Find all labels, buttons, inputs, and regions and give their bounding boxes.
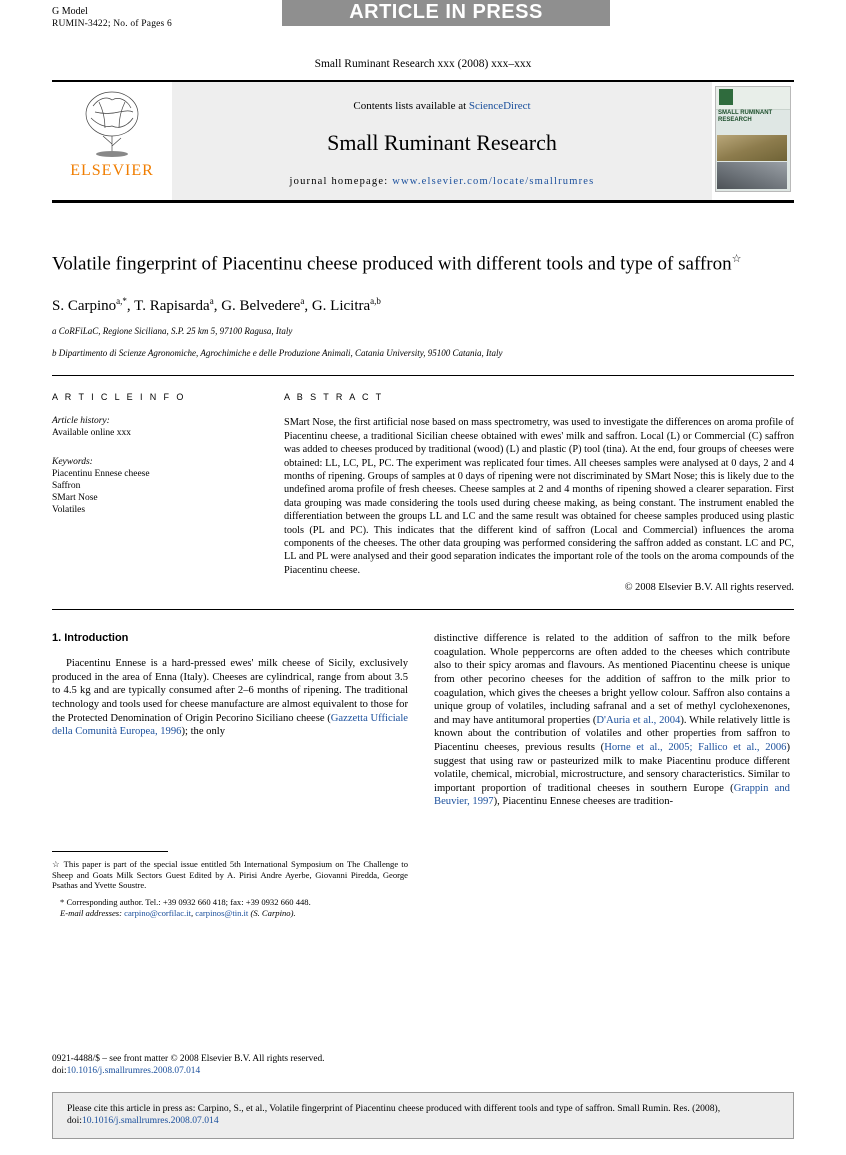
affiliation-a-text: a CoRFiLaC, Regione Siciliana, S.P. 25 km 5, 97100 Ragusa, Italy — [52, 326, 293, 337]
intro-text-b: ); the only — [181, 726, 225, 738]
keyword-item: Saffron — [52, 481, 81, 492]
footnote-special-issue: ☆ This paper is part of the special issue entitled 5th International Symposium on The Challenge to Sheep and Goats Milk Sectors Guest Edited by A. Pirisi Andre Ayerbe, Giovanni Piredda, George Psathas and Yvette Soustre. — [52, 858, 408, 891]
article-history-label: Article history: — [52, 416, 110, 427]
page-title — [52, 247, 794, 276]
journal-homepage-line — [290, 176, 595, 187]
keyword-item: SMart Nose — [52, 493, 98, 504]
citation-notice-text: Please cite this article in press as: Carpino, S., et al., Volatile fingerprint of Piacentinu cheese produced with different tools and type of saffron. Small Rumin. Res. (2008), doi: — [67, 1102, 721, 1127]
intro-paragraph-right — [434, 632, 790, 809]
contents-available-line — [353, 100, 530, 112]
article-info-column — [52, 392, 284, 593]
journal-homepage-link[interactable]: www.elsevier.com/locate/smallrumres — [392, 175, 595, 187]
right-text-a: distinctive difference is related to the addition of saffron to the milk before coagulation. Whole peppercorns are often added to the cheeses which contribute also to their spicy aromas and flavours. As mentioned Piacentinu cheese is unique from other pecorino cheeses for the addition of saffron to the milk prior to coagulation, which gives the cheeses a bright yellow colour. Saffron also contains a unique group of volatiles, including safranal and a set of methyl cyclohexenones, and may have antitumoral properties ( — [434, 633, 790, 726]
journal-title: Small Ruminant Research — [327, 129, 557, 155]
citation-link[interactable]: Gazzetta Ufficiale della Comunità Europea, 1996 — [52, 712, 408, 738]
email-suffix: (S. Carpino). — [248, 907, 296, 918]
body-columns — [52, 632, 794, 919]
issn-copyright-block — [52, 1053, 552, 1077]
abstract-copyright: © 2008 Elsevier B.V. All rights reserved. — [624, 582, 794, 594]
email-link-1[interactable]: carpino@corfilac.it — [124, 907, 191, 918]
citation-link[interactable]: Grappin and Beuvier, 1997 — [434, 782, 790, 808]
abstract-text: SMart Nose, the first artificial nose based on mass spectrometry, was used to investigate the differences on aroma profile of Piacentinu cheese, a traditional Sicilian cheese obtained with ewes' milk and saffron. Local (L) or Commercial (C) saffron was added to cheeses produced by traditional (wood) (L) and plastic (P) tool (tina). At the end, four groups of cheeses were obtained: LL, LC, PL, PC. The experiment was replicated four times. All cheeses samples were analysed at 0 days, 2 and 4 months of ripening. Groups of samples at 0 days of ripening were not discriminated by SMart Nose; this is likely due to the undefined aroma profile of fresh cheeses. Cheese samples at 2 and 4 months of ripening showed a clearer separation. First data grouping was made considering the tools used during cheese making, as being constant. The instrument enabled the differentiation between the groups LL and LC and the same result was obtained for cheese samples produced using plastic tools (PL and PC). This indicates that the different kind of saffron (Local and Commercial) influences the aroma components of the cheeses. The other data grouping was performed considering the saffron added as constant. LC and PC, LL and PL were analysed and their good separation indicates the important role of the tools on the aroma compounds of the Piacentinu cheese. — [284, 417, 794, 576]
email-label: E-mail addresses: — [60, 907, 125, 918]
cover-photo-bottom — [717, 162, 787, 189]
keyword-item: Piacentinu Ennese cheese — [52, 469, 150, 480]
article-title-text: Volatile fingerprint of Piacentinu cheese produced with different tools and type of saffron — [52, 253, 732, 275]
homepage-prefix: journal homepage: — [289, 175, 393, 187]
cover-photo-top — [717, 135, 787, 161]
right-text-d: ), Piacentinu Ennese cheeses are tradition- — [493, 796, 674, 808]
issn-text: 0921-4488/$ – see front matter © 2008 Elsevier B.V. All rights reserved. — [52, 1054, 325, 1064]
intro-paragraph-left — [52, 657, 408, 739]
citation-link[interactable]: Horne et al., 2005; Fallico et al., 2006 — [604, 741, 787, 753]
keyword-item: Volatiles — [52, 505, 86, 516]
affiliation-b — [52, 347, 794, 359]
cover-image — [715, 86, 791, 192]
page-header — [52, 0, 794, 44]
intro-text-a: Piacentinu Ennese is a hard-pressed ewes' milk cheese of Sicily, exclusively produced in the area of Enna (Italy). Cheeses are cylindrical, range from about 3.5 to 4.5 kg and are typically consumed after 2–6 months of ripening. The traditional technology and tools used for cheese manufacture are almost equivalent to those for the Protected Denomination of Origin Pecorino Siciliano cheese ( — [52, 658, 408, 724]
contents-prefix: Contents lists available at — [353, 99, 469, 112]
elsevier-wordmark: ELSEVIER — [70, 162, 154, 179]
body-column-right — [434, 632, 790, 919]
article-in-press-text: ARTICLE IN PRESS — [349, 1, 543, 23]
affiliation-a — [52, 325, 794, 337]
doi-line — [52, 1065, 552, 1077]
divider-above-abstract — [52, 375, 794, 376]
info-abstract-block — [52, 392, 794, 593]
doi-link[interactable]: 10.1016/j.smallrumres.2008.07.014 — [66, 1066, 201, 1076]
journal-cover-thumbnail — [712, 82, 794, 200]
journal-reference: Small Ruminant Research xxx (2008) xxx–xxx — [314, 58, 532, 70]
email-link-2[interactable]: carpinos@tin.it — [195, 907, 249, 918]
cover-title-text: SMALL RUMINANT RESEARCH — [718, 110, 773, 123]
affiliation-b-text: b Dipartimento di Scienze Agronomiche, Agrochimiche e delle Produzione Animali, Catania University, 95100 Catania, Italy — [52, 348, 503, 359]
section-title-introduction: 1. Introduction — [52, 632, 129, 645]
right-text-b: ). While relatively little is known about the contribution of volatiles and other properties from saffron to Piacentinu cheeses, previous results ( — [434, 714, 790, 753]
footnote-divider — [52, 851, 168, 852]
citation-link[interactable]: D'Auria et al., 2004 — [596, 714, 681, 726]
publisher-logo — [52, 82, 172, 200]
author-list: S. Carpino$^{a,*}$, T. Rapisarda$^a$, G. Belvedere$^a$, G. Licitra$^{a,b}$ — [52, 296, 381, 315]
footnote-email: E-mail addresses: carpino@corfilac.it, carpinos@tin.it (S. Carpino). — [60, 907, 296, 918]
elsevier-tree-icon — [81, 88, 143, 160]
doi-label: doi: — [52, 1066, 67, 1076]
right-text-c: ) suggest that using raw or pasteurized milk to make Piacentinu produce different volatile, chemical, microbial, microstructure, and sensory characteristics. Similar to important proportion of traditional cheeses in southern Europe ( — [434, 741, 790, 794]
footnote-corresponding-author: * Corresponding author. Tel.: +39 0932 660 418; fax: +39 0932 660 448. — [60, 897, 311, 908]
article-id-label: RUMIN-3422; No. of Pages 6 — [52, 19, 172, 29]
divider-below-abstract — [52, 609, 794, 610]
keywords-block — [52, 457, 260, 516]
g-model-label: G Model — [52, 6, 88, 17]
citation-notice-doi-link[interactable]: 10.1016/j.smallrumres.2008.07.014 — [81, 1115, 219, 1127]
citation-notice-box — [52, 1092, 794, 1139]
keywords-label: Keywords: — [52, 457, 93, 468]
sciencedirect-link[interactable]: ScienceDirect — [468, 99, 531, 112]
title-footnote-marker: ☆ — [731, 253, 742, 265]
article-history-value: Available online xxx — [52, 428, 131, 439]
body-column-left — [52, 632, 408, 919]
journal-masthead — [52, 80, 794, 203]
abstract-column — [284, 392, 794, 593]
cover-logo-icon — [719, 89, 733, 105]
masthead-center — [172, 82, 712, 200]
article-info-heading: A R T I C L E I N F O — [52, 392, 186, 403]
abstract-heading: A B S T R A C T — [284, 392, 384, 403]
